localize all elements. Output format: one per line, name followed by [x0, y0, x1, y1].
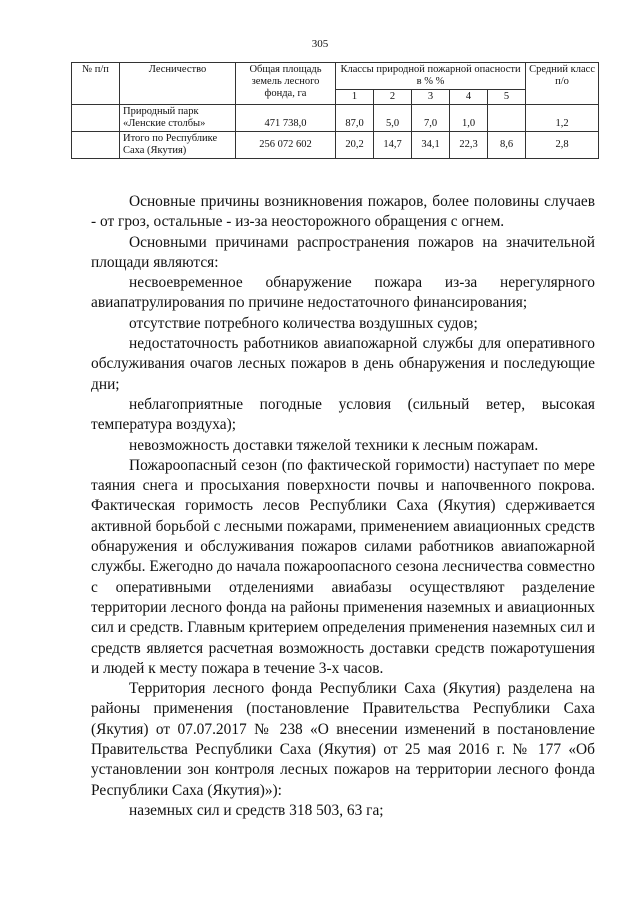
paragraph: Основными причинами распространения пожаров на значительной площади являются:: [91, 233, 595, 271]
row-num: [72, 132, 120, 159]
header-forestry: Лесничество: [120, 63, 236, 105]
row-avg: 1,2: [526, 105, 599, 132]
paragraph: Пожароопасный сезон (по фактической горимости) наступает по мере таяния снега и просыхания поверхности почвы и напочвенного покрова. Фактическая горимость лесов Республики Саха (Якутия) сдерживается активной борьбой с лесными пожарами, применением авиационных средств обнаружения и обслуживания пожаров силами работников авиапожарной службы. Ежегодно до начала пожароопасного сезона лесничества совместно с оперативными отделениями авиабазы осуществляют разделение территории лесного фонда на районы применения наземных и авиационных сил и средств. Главным критерием определения применения наземных сил и средств является расчетная возможность доставки средств пожаротушения и людей к месту пожара в течение 3-х часов.: [91, 456, 595, 677]
table-row: [72, 132, 599, 159]
table-row: [72, 105, 599, 132]
header-class-4: 4: [450, 90, 488, 105]
header-class-1: 1: [336, 90, 374, 105]
paragraph: Территория лесного фонда Республики Саха (Якутия) разделена на районы применения (постановление Правительства Республики Саха (Якутия) от 07.07.2017 № 238 «О внесении изменений в постановление Правительства Республики Саха (Якутия) от 25 мая 2016 г. № 177 «Об установлении зон контроля лесных пожаров на территории лесного фонда Республики Саха (Якутия)»):: [91, 680, 595, 799]
row-class-5: 8,6: [488, 132, 526, 159]
row-class-3: 7,0: [412, 105, 450, 132]
paragraph: недостаточность работников авиапожарной службы для оперативного обслуживания очагов лесных пожаров в день обнаружения и последующие дни;: [91, 335, 595, 393]
paragraph: отсутствие потребного количества воздушных судов;: [129, 314, 478, 332]
header-avg: Средний класс п/о: [526, 63, 599, 105]
row-class-4: 22,3: [450, 132, 488, 159]
header-class-3: 3: [412, 90, 450, 105]
row-class-2: 14,7: [374, 132, 412, 159]
row-area: 256 072 602: [236, 132, 336, 159]
forestry-fire-class-table: [71, 62, 599, 159]
table-header-row: [72, 63, 599, 90]
row-class-2: 5,0: [374, 105, 412, 132]
row-num: [72, 105, 120, 132]
row-class-1: 87,0: [336, 105, 374, 132]
paragraph: невозможность доставки тяжелой техники к лесным пожарам.: [129, 436, 539, 454]
paragraph: несвоевременное обнаружение пожара из-за нерегулярного авиапатрулирования по причине недостаточного финансирования;: [91, 274, 595, 312]
header-area: Общая площадь земель лесного фонда, га: [236, 63, 336, 105]
row-name: Итого по Республике Саха (Якутия): [120, 132, 236, 159]
page-number: 305: [311, 38, 329, 50]
row-class-3: 34,1: [412, 132, 450, 159]
row-avg: 2,8: [526, 132, 599, 159]
header-num: № п/п: [72, 63, 120, 105]
row-area: 471 738,0: [236, 105, 336, 132]
header-classes: Классы природной пожарной опасности в % %: [336, 63, 526, 90]
paragraph: неблагоприятные погодные условия (сильный ветер, высокая температура воздуха);: [91, 395, 595, 434]
row-class-1: 20,2: [336, 132, 374, 159]
header-class-2: 2: [374, 90, 412, 105]
row-class-5: [488, 105, 526, 132]
header-class-5: 5: [488, 90, 526, 105]
row-name: Природный парк «Ленские столбы»: [120, 105, 236, 132]
paragraph: Основные причины возникновения пожаров, более половины случаев - от гроз, остальные - из-за неосторожного обращения с огнем.: [91, 193, 595, 231]
body-text: [91, 192, 595, 821]
row-class-4: 1,0: [450, 105, 488, 132]
paragraph: наземных сил и средств 318 503, 63 га;: [129, 801, 384, 819]
